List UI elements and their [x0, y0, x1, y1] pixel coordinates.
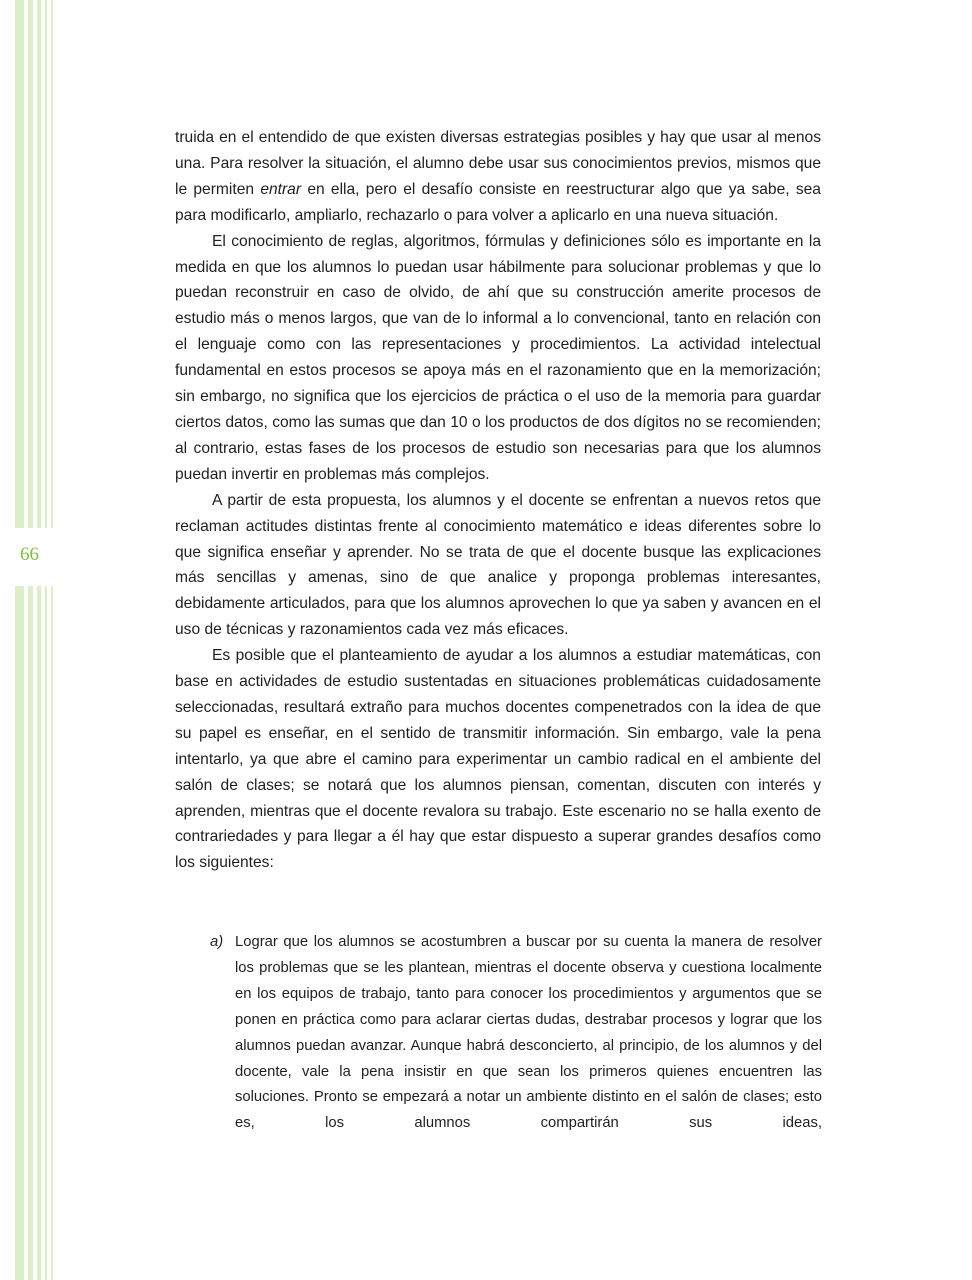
list-item — [210, 930, 822, 1137]
margin-stripes-bottom — [15, 586, 57, 1280]
paragraph: truida en el entendido de que existen diversas estrategias posibles y hay que usar al menos una. Para resolver la situación, el alumno debe usar sus conocimientos previos, mismos que le permiten entrar en ella, pero el desafío consiste en reestructurar algo que ya sabe, sea para modificarlo, ampliarlo, rechazarlo o para volver a aplicarlo en una nueva situación. — [175, 129, 821, 224]
list-item-text: Lograr que los alumnos se acostumbren a buscar por su cuenta la manera de resolver los problemas que se les plantean, mientras el docente observa y cuestiona localmente en los equipos de trabajo, tanto para conocer los procedimientos y argumentos que se ponen en práctica como para aclarar ciertas dudas, destrabar procesos y lograr que los alumnos puedan avanzar. Aunque habrá desconcierto, al principio, de los alumnos y del docente, vale la pena insistir en que sean los primeros quienes encuentren las soluciones. Pronto se empezará a notar un ambiente distinto en el salón de clases; esto es, los alumnos compartirán sus ideas, — [235, 934, 822, 1132]
page-number: 66 — [20, 544, 39, 565]
paragraph: Es posible que el planteamiento de ayudar a los alumnos a estudiar matemáticas, con base en actividades de estudio sustentadas en situaciones problemáticas cuidadosamente seleccionadas, resultará extraño para muchos docentes compenetrados con la idea de que su papel es enseñar, en el sentido de transmitir información. Sin embargo, vale la pena intentarlo, ya que abre el camino para experimentar un cambio radical en el ambiente del salón de clases; se notará que los alumnos piensan, comentan, discuten con interés y aprenden, mientras que el docente revalora su trabajo. Este escenario no se halla exento de contrariedades y para llegar a él hay que estar dispuesto a superar grandes desafíos como los siguientes: — [175, 647, 821, 872]
paragraph: El conocimiento de reglas, algoritmos, fórmulas y definiciones sólo es importante en la medida en que los alumnos lo puedan usar hábilmente para solucionar problemas y que lo puedan reconstruir en caso de olvido, de ahí que su construcción amerite procesos de estudio más o menos largos, que van de lo informal a lo convencional, tanto en relación con el lenguaje como con las representaciones y procedimientos. La actividad intelectual fundamental en estos procesos se apoya más en el razonamiento que en la memorización; sin embargo, no significa que los ejercicios de práctica o el uso de la memoria para guardar ciertos datos, como las sumas que dan 10 o los productos de dos dígitos no se recomienden; al contrario, estas fases de los procesos de estudio son necesarias para que los alumnos puedan invertir en problemas más complejos. — [175, 232, 821, 483]
emphasis-text: entrar — [260, 180, 302, 198]
body-text — [175, 125, 821, 876]
list-marker: a) — [210, 934, 224, 950]
margin-decoration — [15, 0, 57, 1280]
challenge-list — [210, 930, 822, 1137]
paragraph: A partir de esta propuesta, los alumnos y el docente se enfrentan a nuevos retos que reclaman actitudes distintas frente al conocimiento matemático e ideas diferentes sobre lo que significa enseñar y aprender. No se trata de que el docente busque las explicaciones más sencillas y amenas, sino de que analice y proponga problemas interesantes, debidamente articulados, para que los alumnos aprovechen lo que ya saben y avancen en el uso de técnicas y razonamientos cada vez más eficaces. — [175, 491, 821, 639]
margin-stripes-top — [15, 0, 57, 528]
